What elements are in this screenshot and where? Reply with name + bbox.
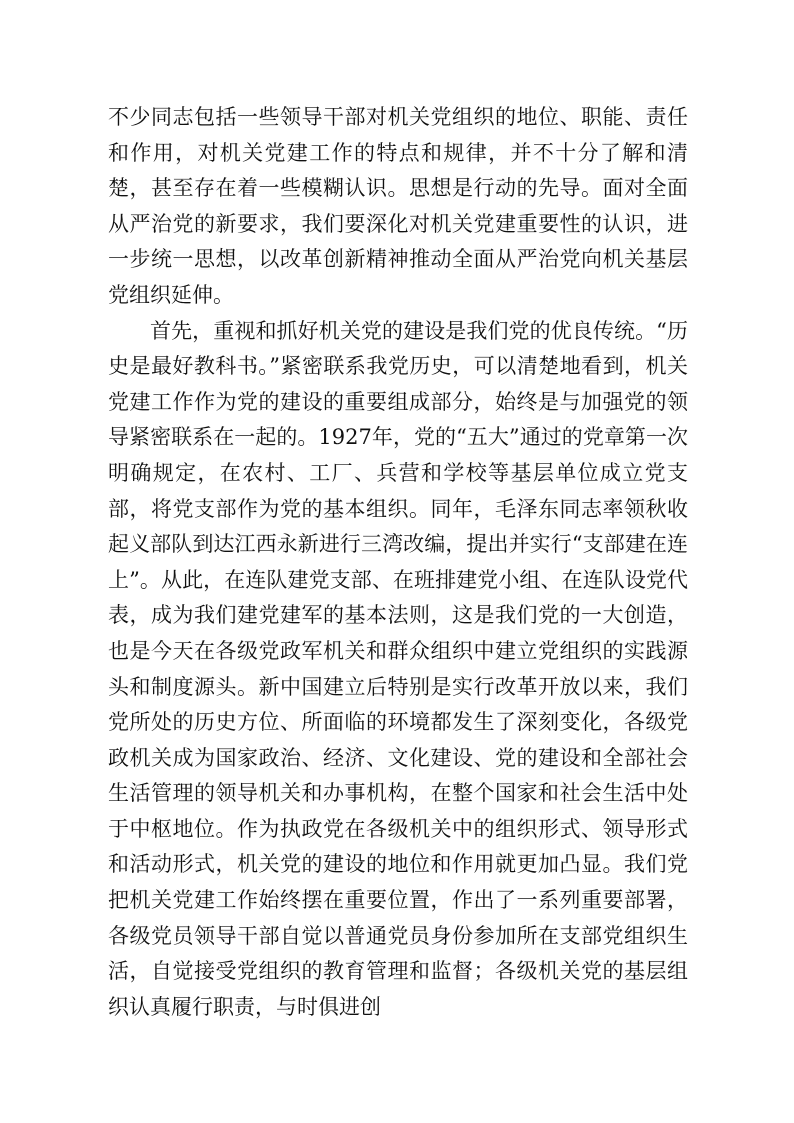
document-body (108, 100, 688, 1025)
paragraph-1: 不少同志包括一些领导干部对机关党组织的地位、职能、责任和作用，对机关党建工作的特点和规律，并不十分了解和清楚，甚至存在着一些模糊认识。思想是行动的先导。面对全面从严治党的新要求，我们要深化对机关党建重要性的认识，进一步统一思想，以改革创新精神推动全面从严治党向机关基层党组织延伸。 (108, 105, 688, 307)
paragraph-2: 首先，重视和抓好机关党的建设是我们党的优良传统。“历史是最好教科书。”紧密联系我党历史，可以清楚地看到，机关党建工作作为党的建设的重要组成部分，始终是与加强党的领导紧密联系在一起的。1927年，党的“五大”通过的党章第一次明确规定，在农村、工厂、兵营和学校等基层单位成立党支部，将党支部作为党的基本组织。同年，毛泽东同志率领秋收起义部队到达江西永新进行三湾改编，提出并实行“支部建在连上”。从此，在连队建党支部、在班排建党小组、在连队设党代表，成为我们建党建军的基本法则，这是我们党的一大创造，也是今天在各级党政军机关和群众组织中建立党组织的实践源头和制度源头。新中国建立后特别是实行改革开放以来，我们党所处的历史方位、所面临的环境都发生了深刻变化，各级党政机关成为国家政治、经济、文化建设、党的建设和全部社会生活管理的领导机关和办事机构，在整个国家和社会生活中处于中枢地位。作为执政党在各级机关中的组织形式、领导形式和活动形式，机关党的建设的地位和作用就更加凸显。我们党把机关党建工作始终摆在重要位置，作出了一系列重要部署，各级党员领导干部自觉以普通党员身份参加所在支部党组织生活，自觉接受党组织的教育管理和监督；各级机关党的基层组织认真履行职责，与时俱进创 (108, 318, 688, 1019)
